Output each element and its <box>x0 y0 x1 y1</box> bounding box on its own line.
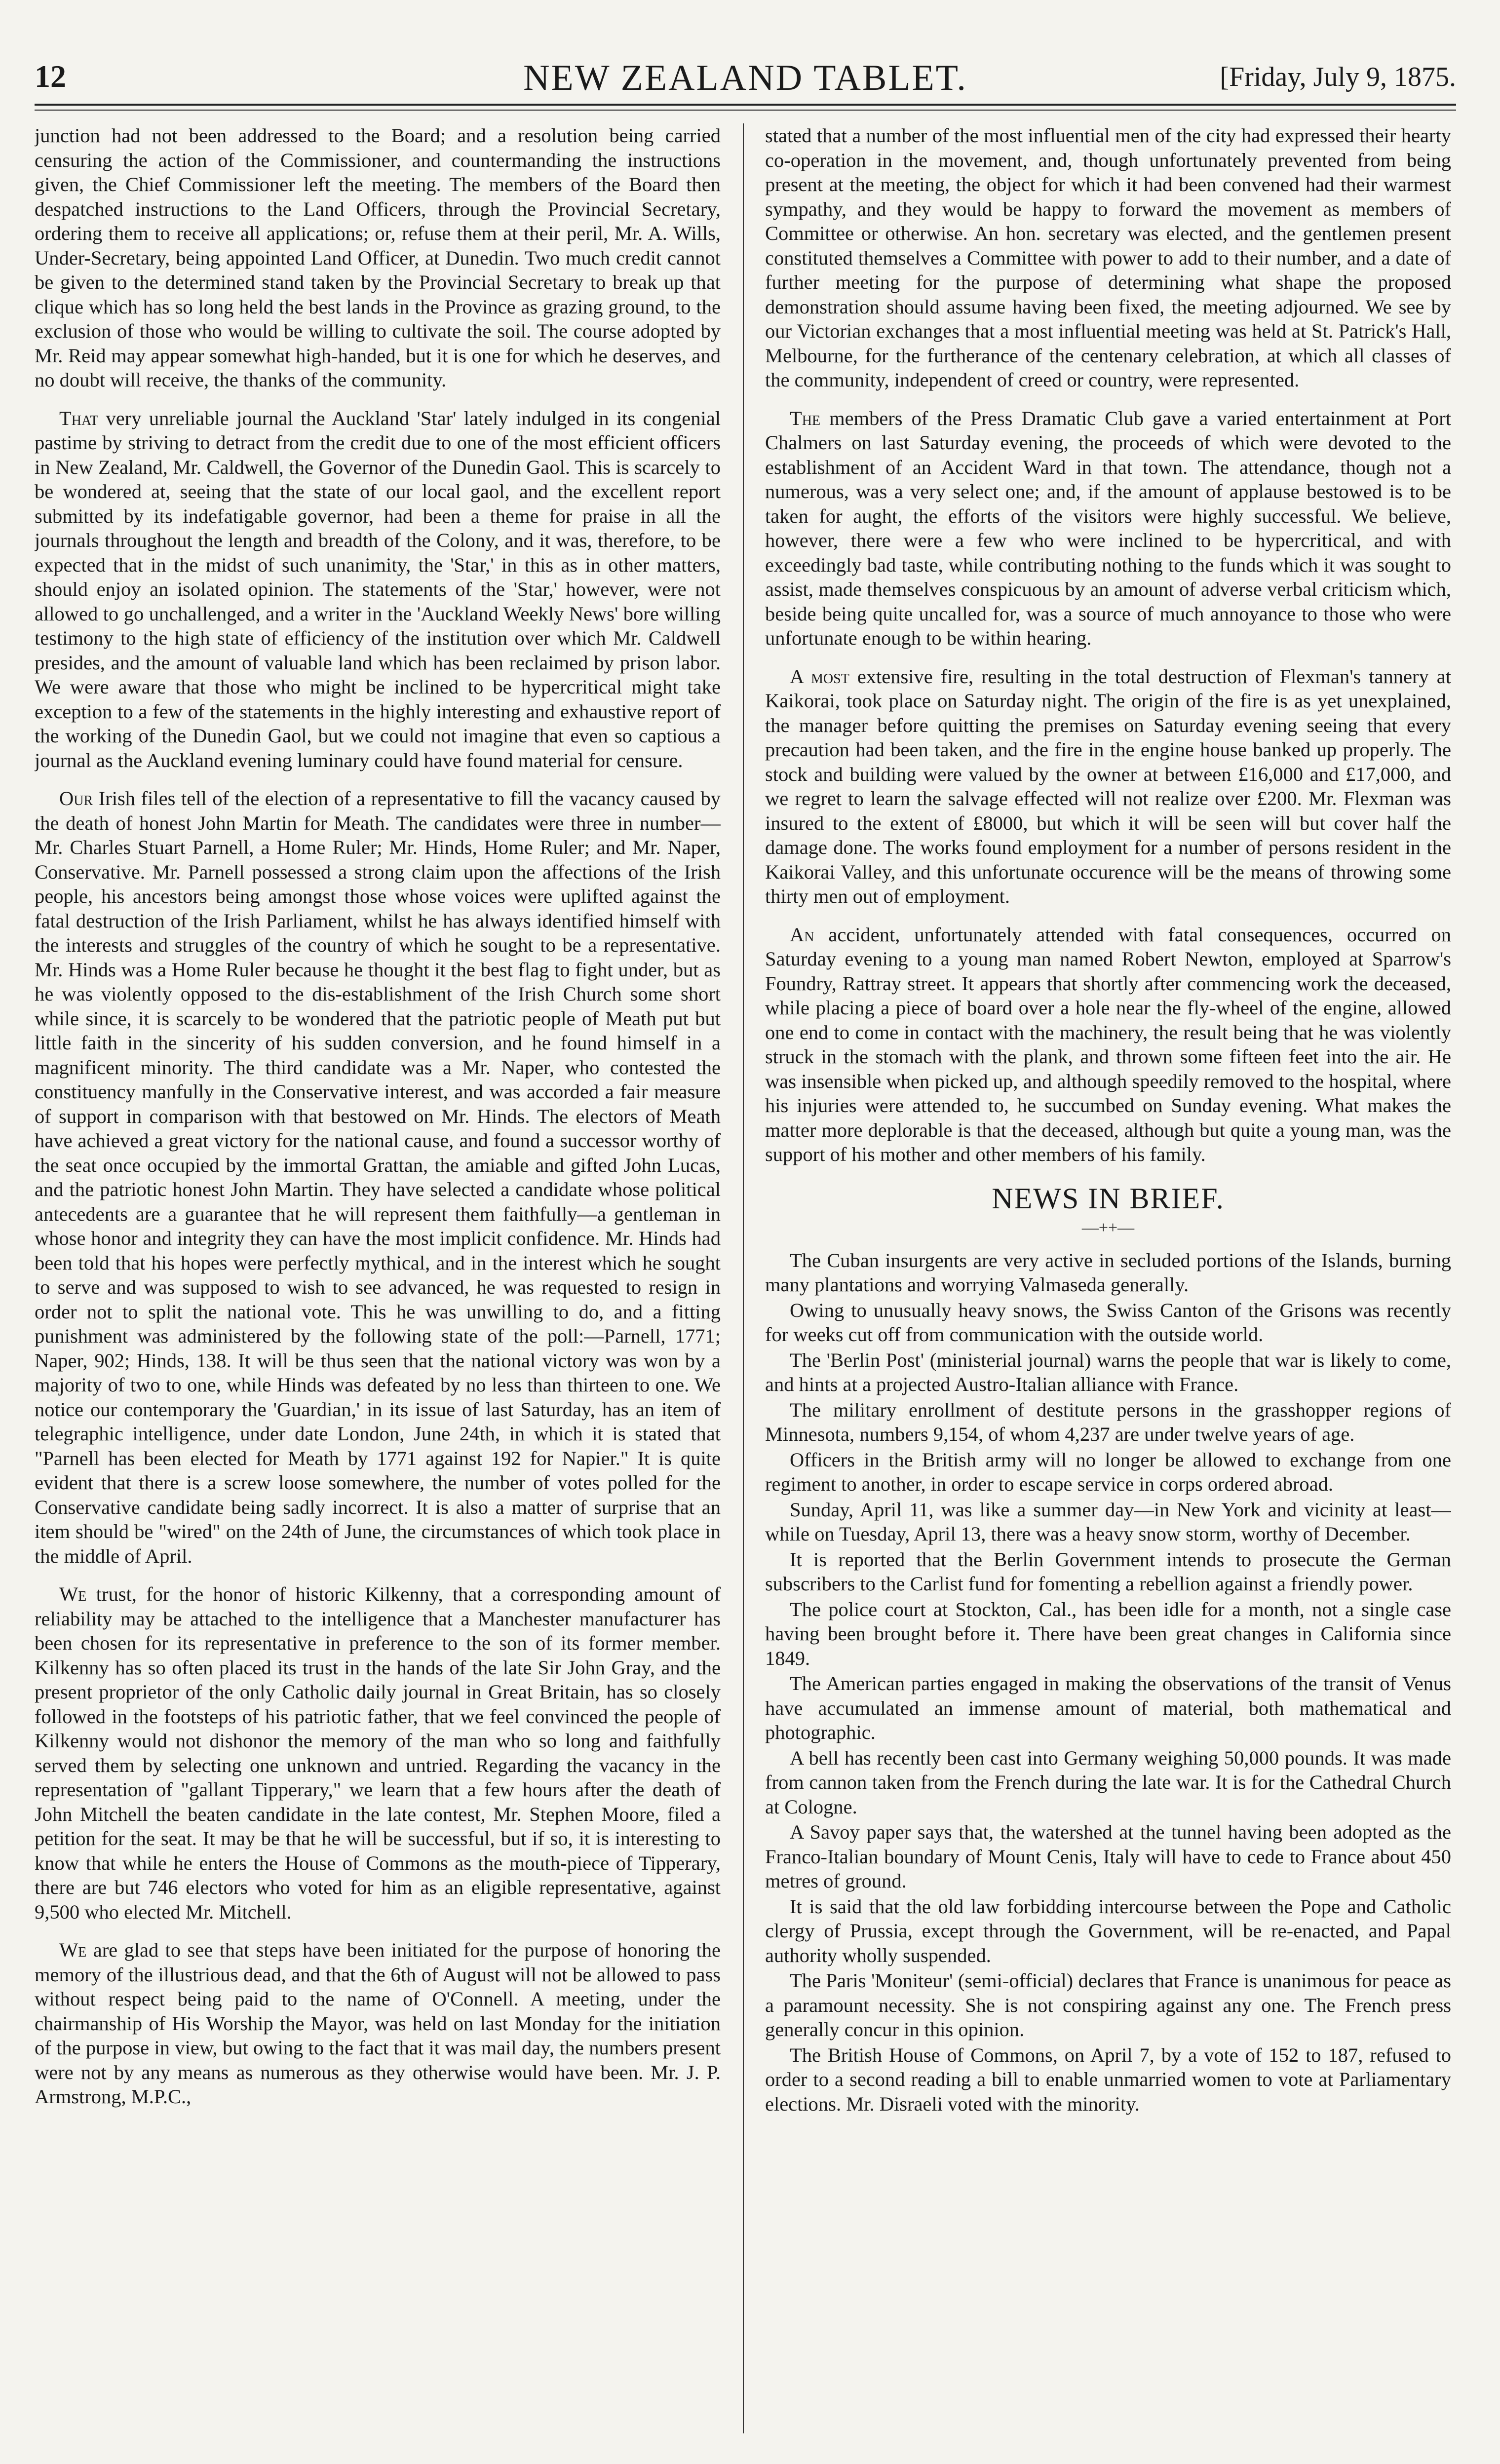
article-text: junction had not been addressed to the Board; and a resolution being carried censuring the action of the Commissioner, and countermanding the instructions given, the Chief Commissioner left the meeting. The members of the Board then despatched instructions to the Land Officers, through the Provincial Secretary, ordering them to receive all applications; or, refuse them at their peril, Mr. A. Wills, Under-Secretary, being appointed Land Officer, at Dunedin. Two much credit cannot be given to the determined stand taken by the Provincial Secretary to break up that clique which has so long held the best lands in the Province as grazing ground, to the exclusion of those who would be willing to cultivate the soil. The course adopted by Mr. Reid may appear somewhat high-handed, but it is one for which he deserves, and no doubt will receive, the thanks of the community. <box>35 124 721 391</box>
lead-words: We <box>59 1583 87 1605</box>
issue-date: [Friday, July 9, 1875. <box>1220 62 1456 92</box>
brief-item: The 'Berlin Post' (ministerial journal) warns the people that war is likely to come, and hints at a projected Austro-Italian alliance with France. <box>765 1348 1451 1395</box>
article-text: are glad to see that steps have been initiated for the purpose of honoring the memory of the illustrious dead, and that the 6th of August will not be allowed to pass without respect being paid to the name of O'Connell. A meeting, under the chairmanship of His Worship the Mayor, was held on last Monday for the initiation of the purpose in view, but owing to the fact that it was mail day, the numbers present were not by any means as numerous as they otherwise would have been. Mr. J. P. Armstrong, M.P.C., <box>35 1939 721 2108</box>
lead-words: Our <box>59 787 93 809</box>
brief-item: It is said that the old law forbidding intercourse between the Pope and Catholic clergy of Prussia, except through the Government, will be re-enacted, and Papal authority wholly suspended. <box>765 1895 1451 1966</box>
article-paragraph <box>765 664 1451 909</box>
brief-item: The British House of Commons, on April 7, by a vote of 152 to 187, refused to order to a second reading a bill to enable unmarried women to vote at Parliamentary elections. Mr. Disraeli voted with the minority. <box>765 2043 1451 2115</box>
columns <box>35 123 1456 2433</box>
brief-item: Sunday, April 11, was like a summer day—in New York and vicinity at least—while on Tuesday, April 13, there was a heavy snow storm, worthy of December. <box>765 1498 1451 1545</box>
news-in-brief-heading: NEWS IN BRIEF. <box>992 1182 1225 1215</box>
column-divider <box>743 123 744 2433</box>
page-header <box>35 54 1456 106</box>
lead-words: We <box>59 1939 87 1961</box>
article-text: Irish files tell of the election of a representative to fill the vacancy caused by the death of honest John Martin for Meath. The candidates were three in number—Mr. Charles Stuart Parnell, a Home Ruler; Mr. Hinds, Home Ruler; and Mr. Naper, Conservative. Mr. Parnell possessed a strong claim upon the affections of the Irish people, his ancestors being amongst those whose voices were uplifted against the fatal destruction of the Irish Parliament, whilst he has always identified himself with the interests and struggles of the country of which he sought to be a representative. Mr. Hinds was a Home Ruler because he thought it the best flag to fight under, but as he was violently opposed to the dis-establishment of the Irish Church some short while since, it is scarcely to be wondered that the patriotic people of Meath put but little faith in the sincerity of his sudden conversion, and he found himself in a magnificent minority. The third candidate was a Mr. Naper, who contested the constituency manfully in the Conservative interest, and was accorded a fair measure of support in comparison with that bestowed on Mr. Hinds. The electors of Meath have achieved a great victory for the national cause, and found a successor worthy of the seat once occupied by the immortal Grattan, the amiable and gifted John Lucas, and the patriotic honest John Martin. They have selected a candidate whose political antecedents are a guarantee that he will represent them faithfully—a gentleman in whose honor and integrity they can have the most implicit confidence. Mr. Hinds had been told that his hopes were perfectly mythical, and in the interest which he sought to serve and was supposed to wish to see advanced, he was requested to resign in order not to split the national vote. This he was unwilling to do, and a fitting punishment was administered by the following state of the poll:—Parnell, 1771; Naper, 902; Hinds, 138. It will be thus seen that the national victory was won by a majority of two to one, while Hinds was defeated by no less than thirteen to one. We notice our contemporary the 'Guardian,' in its issue of last Saturday, has an item of telegraphic intelligence, under date London, June 24th, in which it is stated that "Parnell has been elected for Meath by 1771 against 192 for Napier." It is quite evident that there is a screw loose somewhere, the number of votes polled for the Conservative candidate being sadly incorrect. It is also a matter of surprise that an item should be "wired" on the 24th of June, the circumstances of which took place in the middle of April. <box>35 787 721 1567</box>
article-paragraph <box>35 406 721 773</box>
article-paragraph <box>35 1938 721 2109</box>
article-text: members of the Press Dramatic Club gave a varied entertainment at Port Chalmers on last Saturday evening, the proceeds of which were devoted to the establishment of an Accident Ward in that town. The attendance, though not a numerous, was a very select one; and, if the amount of applause bestowed is to be taken for aught, the efforts of the visitors were highly successful. We believe, however, there were a few who were inclined to be hypercritical, and with exceedingly bad taste, while contributing nothing to the funds which it was sought to assist, made themselves conspicuous by an amount of adverse verbal criticism which, beside being quite uncalled for, was a source of much annoyance to those who were unfortunate enough to be within hearing. <box>765 407 1451 649</box>
article-text: stated that a number of the most influential men of the city had expressed their hearty co-operation in the movement, and, though unfortunately prevented from being present at the meeting, the object for which it had been convened had their warmest sympathy, and they would be happy to forward the movement as members of Committee or otherwise. An hon. secretary was elected, and the gentlemen present constituted themselves a Committee with power to add to their number, and a date of further meeting for the purpose of determining what shape the proposed demonstration should assume having been fixed, the meeting adjourned. We see by our Victorian exchanges that a most influential meeting was held at St. Patrick's Hall, Melbourne, for the furtherance of the centenary celebration, at which all classes of the community, independent of creed or country, were represented. <box>765 124 1451 391</box>
brief-item: A Savoy paper says that, the watershed at the tunnel having been adopted as the Franco-Italian boundary of Mount Cenis, Italy will have to cede to France about 450 metres of ground. <box>765 1821 1451 1892</box>
brief-item: The military enrollment of destitute persons in the grasshopper regions of Minnesota, numbers 9,154, of whom 4,237 are under twelve years of age. <box>765 1398 1451 1445</box>
article-text: trust, for the honor of historic Kilkenny, that a corresponding amount of reliability may be attached to the intelligence that a Manchester manufacturer has been chosen for its representative in preference to the son of its former member. Kilkenny has so often placed its trust in the hands of the late Sir John Gray, and the present proprietor of the only Catholic daily journal in Great Britain, has so closely followed in the footsteps of his patriotic father, that we feel convinced the people of Kilkenny would not dishonor the memory of the man who so long and faithfully served them by selecting one unknown and untried. Regarding the vacancy in the representation of "gallant Tipperary," we learn that a few hours after the death of John Mitchell the beaten candidate in the late contest, Mr. Stephen Moore, filed a petition for the seat. It may be that he will be successful, but if so, it is interesting to know that while he enters the House of Commons as the mouth-piece of Tipperary, there are but 746 electors who voted for him as an eligible representative, against 9,500 who elected Mr. Mitchell. <box>35 1583 721 1923</box>
page-number: 12 <box>35 59 66 94</box>
masthead-title: NEW ZEALAND TABLET. <box>523 58 967 98</box>
brief-item: The American parties engaged in making the observations of the transit of Venus have accumulated an immense amount of material, both mathematical and photographic. <box>765 1672 1451 1743</box>
article-text: very unreliable journal the Auckland 'Star' lately indulged in its congenial pastime by striving to detract from the credit due to one of the most efficient officers in New Zealand, Mr. Caldwell, the Governor of the Dunedin Gaol. This is scarcely to be wondered at, seeing that the state of our local gaol, and the excellent report submitted by its indefatigable governor, had been a theme for praise in all the journals throughout the length and breadth of the Colony, and it was, therefore, to be expected that in the midst of such unanimity, the 'Star,' in this as in other matters, should enjoy an isolated opinion. The statements of the 'Star,' however, were not allowed to go unchallenged, and a writer in the 'Auckland Weekly News' bore willing testimony to the high state of efficiency of the institution over which Mr. Caldwell presides, and the amount of valuable land which has been reclaimed by prison labor. We were aware that those who might be inclined to be hypercritical might take exception to a few of the statements in the highly interesting and exhaustive report of the working of the Dunedin Gaol, but we could not imagine that even so captious a journal as the Auckland evening luminary could have found material for censure. <box>35 407 721 771</box>
article-paragraph <box>35 786 721 1568</box>
lead-words: An <box>790 923 814 946</box>
newspaper-page <box>35 54 1456 2433</box>
article-paragraph <box>35 1582 721 1924</box>
brief-item: The Cuban insurgents are very active in secluded portions of the Islands, burning many plantations and worrying Valmaseda generally. <box>765 1249 1451 1296</box>
right-column <box>765 123 1451 2433</box>
lead-words: The <box>790 407 821 429</box>
left-column <box>35 123 721 2433</box>
article-text: extensive fire, resulting in the total destruction of Flexman's tannery at Kaikorai, took place on Saturday night. The origin of the fire is as yet unexplained, the manager before quitting the premises on Saturday evening seeing that every precaution had been taken, and the fire in the engine house banked up properly. The stock and building were valued by the owner at between £16,000 and £17,000, and we regret to learn the salvage effected will not realize over £200. Mr. Flexman was insured to the extent of £8000, but which it will be seen will but cover half the damage done. The works found employment for a number of persons resident in the Kaikorai Valley, and this unfortunate occurence will be the means of throwing some thirty men out of employment. <box>765 665 1451 907</box>
brief-item: The Paris 'Moniteur' (semi-official) declares that France is unanimous for peace as a paramount necessity. She is not conspiring against any one. The French press generally concur in this opinion. <box>765 1969 1451 2040</box>
section-ornament: —++— <box>1081 1218 1135 1237</box>
article-paragraph <box>765 923 1451 1167</box>
article-paragraph <box>35 123 721 392</box>
article-paragraph <box>765 123 1451 392</box>
article-text: accident, unfortunately attended with fatal consequences, occurred on Saturday evening to a young man named Robert Newton, employed at Sparrow's Foundry, Rattray street. It appears that shortly after commencing work the deceased, while placing a piece of board over a hole near the fly-wheel of the engine, allowed one end to come in contact with the machinery, the result being that he was violently struck in the stomach with the plank, and thrown some fifteen feet into the air. He was insensible when picked up, and although speedily removed to the hospital, where his injuries were attended to, he succumbed on Sunday evening. What makes the matter more deplorable is that the deceased, although but quite a young man, was the support of his mother and other members of his family. <box>765 923 1451 1165</box>
brief-item: Officers in the British army will no longer be allowed to exchange from one regiment to another, in order to escape service in corps ordered abroad. <box>765 1448 1451 1495</box>
brief-item: Owing to unusually heavy snows, the Swiss Canton of the Grisons was recently for weeks cut off from communication with the outside world. <box>765 1299 1451 1346</box>
brief-item: A bell has recently been cast into Germany weighing 50,000 pounds. It was made from cannon taken from the French during the late war. It is for the Cathedral Church at Cologne. <box>765 1746 1451 1818</box>
header-rule <box>35 110 1456 111</box>
news-in-brief-section <box>765 1182 1451 2117</box>
lead-words: That <box>59 407 99 429</box>
article-paragraph <box>765 406 1451 651</box>
brief-item: It is reported that the Berlin Government intends to prosecute the German subscribers to the Carlist fund for fomenting a rebellion against a friendly power. <box>765 1548 1451 1595</box>
lead-words: A most <box>790 665 849 688</box>
brief-item: The police court at Stockton, Cal., has been idle for a month, not a single case having been brought before it. There have been great changes in California since 1849. <box>765 1598 1451 1669</box>
